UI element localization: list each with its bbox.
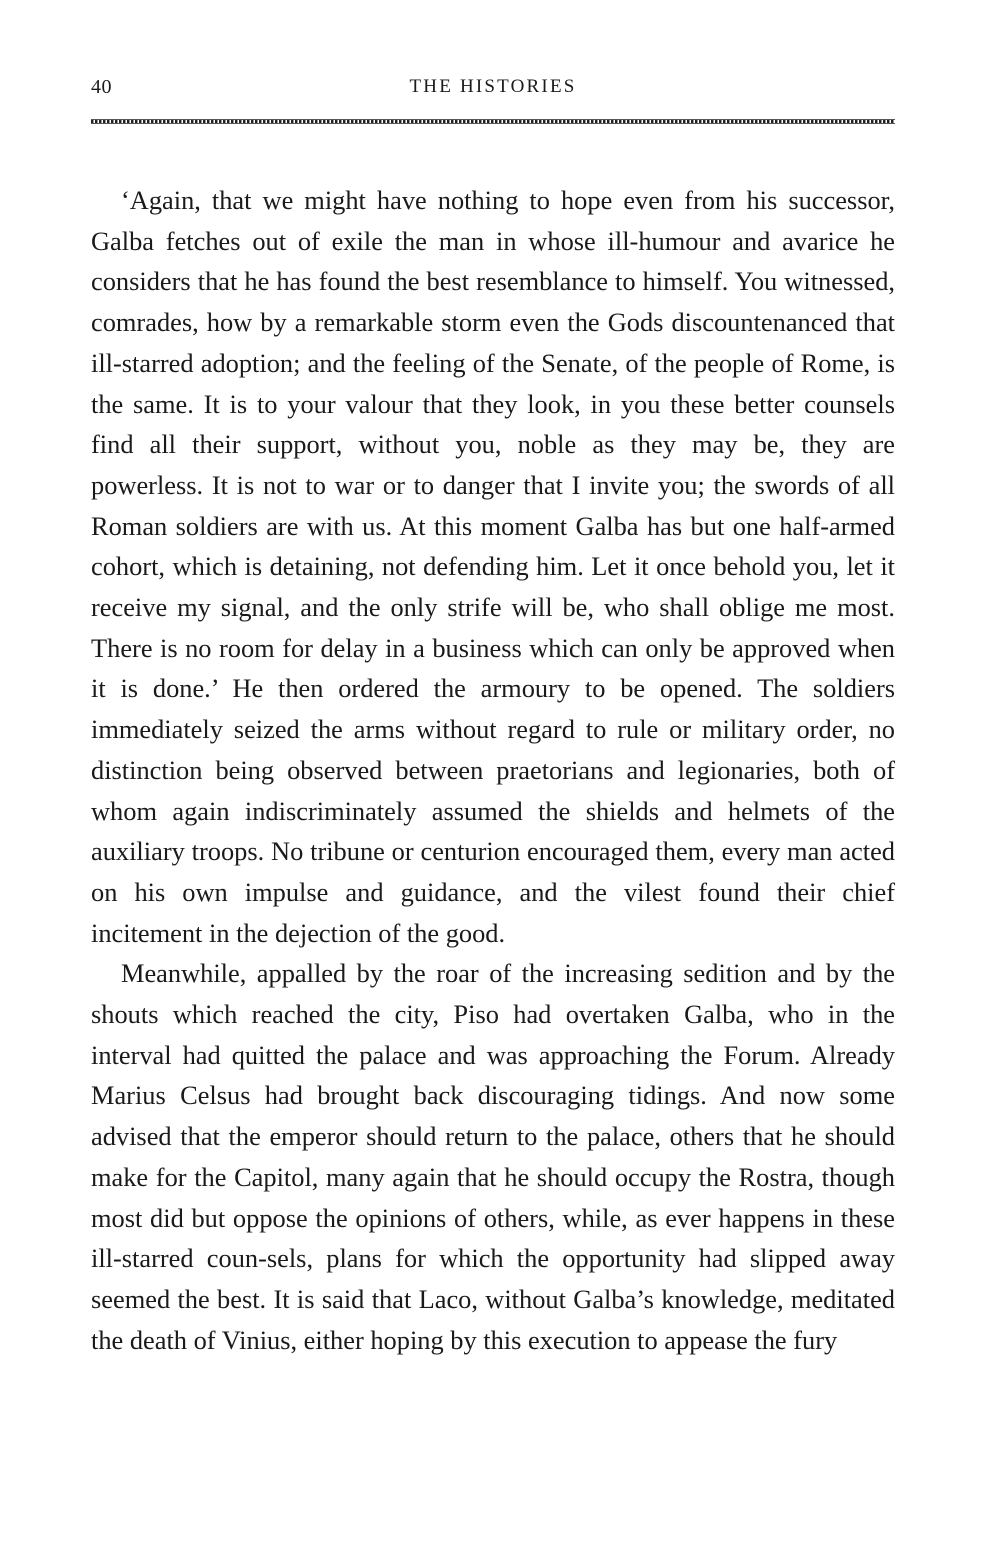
paragraph: Meanwhile, appalled by the roar of the increasing sedition and by the shouts which reached the city, Piso had overtaken Galba, who in the interval had quitted the palace and was approaching the Forum. Already Marius Celsus had brought back discouraging tidings. And now some advised that the emperor should return to the palace, others that he should make for the Capitol, many again that he should occupy the Rostra, though most did but oppose the opinions of others, while, as ever happens in these ill-starred coun-sels, plans for which the opportunity had slipped away seemed the best. It is said that Laco, without Galba’s knowledge, meditated the death of Vinius, either hoping by this execution to appease the fury <box>91 958 895 1355</box>
page-header <box>91 76 895 106</box>
running-head: THE HISTORIES <box>409 76 577 97</box>
page-number: 40 <box>91 76 112 98</box>
header-rule <box>91 119 895 124</box>
body-text <box>91 180 895 1360</box>
paragraph: ‘Again, that we might have nothing to hope even from his successor, Galba fetches out of exile the man in whose ill-humour and avarice he considers that he has found the best resemblance to himself. You witnessed, comrades, how by a remarkable storm even the Gods discountenanced that ill-starred adoption; and the feeling of the Senate, of the people of Rome, is the same. It is to your valour that they look, in you these better counsels find all their support, without you, noble as they may be, they are powerless. It is not to war or to danger that I invite you; the swords of all Roman soldiers are with us. At this moment Galba has but one half-armed cohort, which is detaining, not defending him. Let it once behold you, let it receive my signal, and the only strife will be, who shall oblige me most. There is no room for delay in a business which can only be approved when it is done.’ He then ordered the armoury to be opened. The soldiers immediately seized the arms without regard to rule or military order, no distinction being observed between praetorians and legionaries, both of whom again indiscriminately assumed the shields and helmets of the auxiliary troops. No tribune or centurion encouraged them, every man acted on his own impulse and guidance, and the vilest found their chief incitement in the dejection of the good. <box>91 185 895 948</box>
